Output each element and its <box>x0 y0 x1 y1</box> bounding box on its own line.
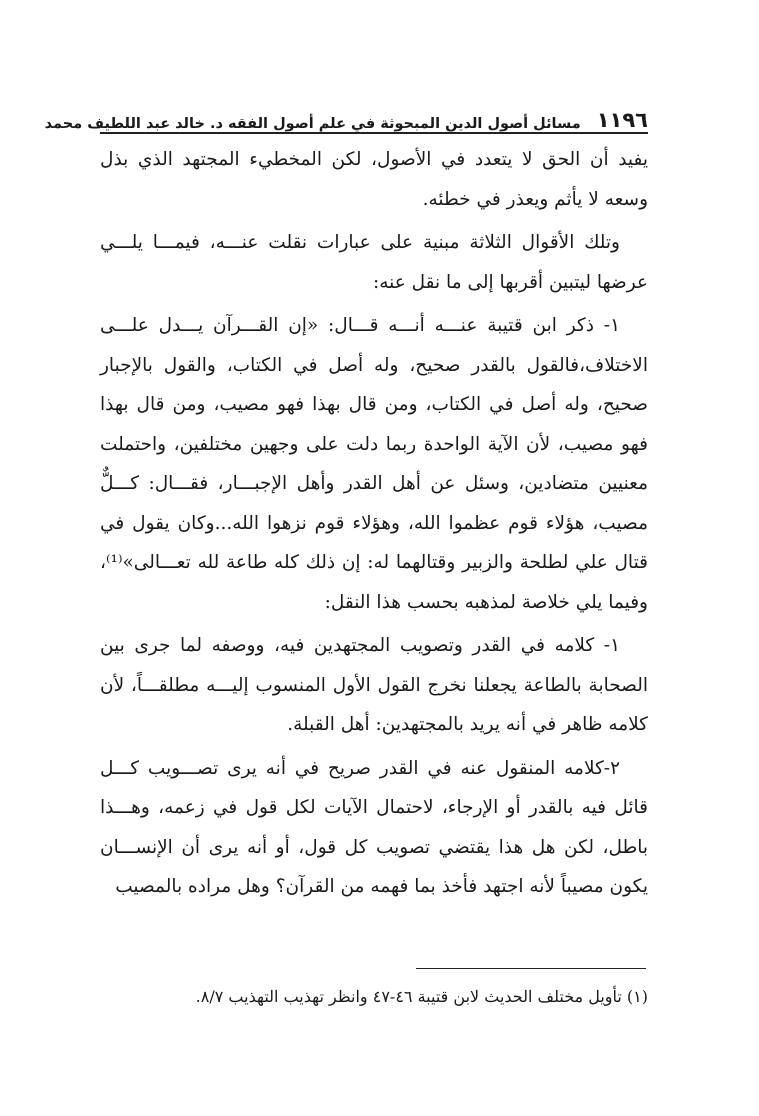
paragraph-3: ١- ذكر ابن قتيبة عنـــه أنـــه قـــال: «إن القـــرآن يـــدل علـــى الاختلاف،فالقول بالقدر صحيح، وله أصل في الكتاب، والقول بالإجبار صحيح، وله أصل في الكتاب، ومن قال بهذا فهو مصيب، ومن قال بهذا فهو مصيب، لأن الآية الواحدة ربما دلت على وجهين مختلفين، واحتملت معنيين متضادين، وسئل عن أهل القدر وأهل الإجبـــار، فقـــال: كـــلٌّ مصيب، هؤلاء قوم عظموا الله، وهؤلاء قوم نزهوا الله...وكان يقول في قتال علي لطلحة والزبير وقتالهما له: إن ذلك كله طاعة لله تعـــالى»⁽¹⁾، وفيما يلي خلاصة لمذهبه بحسب هذا النقل: <box>100 315 648 613</box>
footnote-divider <box>416 968 646 969</box>
paragraph-4: ١- كلامه في القدر وتصويب المجتهدين فيه، ووصفه لما جرى بين الصحابة بالطاعة يجعلنا نخرج القول الأول المنسوب إليـــه مطلقـــاً، لأن كلامه ظاهر في أنه يريد بالمجتهدين: أهل القبلة. <box>100 635 648 735</box>
page-number: ١١٩٦ <box>596 108 648 132</box>
header-title: مسائل أصول الدين المبحوثة في علم أصول الفقه د. خالد عبد اللطيف محمد <box>44 116 581 132</box>
paragraph-1: يفيد أن الحق لا يتعدد في الأصول، لكن المخطيء المجتهد الذي بذل وسعه لا يأثم ويعذر في خطئه. <box>100 149 648 210</box>
body-text <box>100 140 648 911</box>
paragraph-2: وتلك الأقوال الثلاثة مبنية على عبارات نقلت عنـــه، فيمـــا يلـــي عرضها ليتبين أقربها إلى ما نقل عنه: <box>100 232 648 293</box>
paragraph-5: ٢-كلامه المنقول عنه في القدر صريح في أنه يرى تصـــويب كـــل قائل فيه بالقدر أو الإرجاء، لاحتمال الآيات لكل قول في زعمه، وهـــذا باطل، لكن هل هذا يقتضي تصويب كل قول، أو أنه يرى أن الإنســـان يكون مصيباً لأنه اجتهد فأخذ بما فهمه من القرآن؟ وهل مراده بالمصيب <box>100 757 648 897</box>
footnote: (١) تأويل مختلف الحديث لابن قتيبة ٤٦-٤٧ وانظر تهذيب التهذيب ٨/٧. <box>195 987 648 1006</box>
running-header <box>44 106 648 134</box>
